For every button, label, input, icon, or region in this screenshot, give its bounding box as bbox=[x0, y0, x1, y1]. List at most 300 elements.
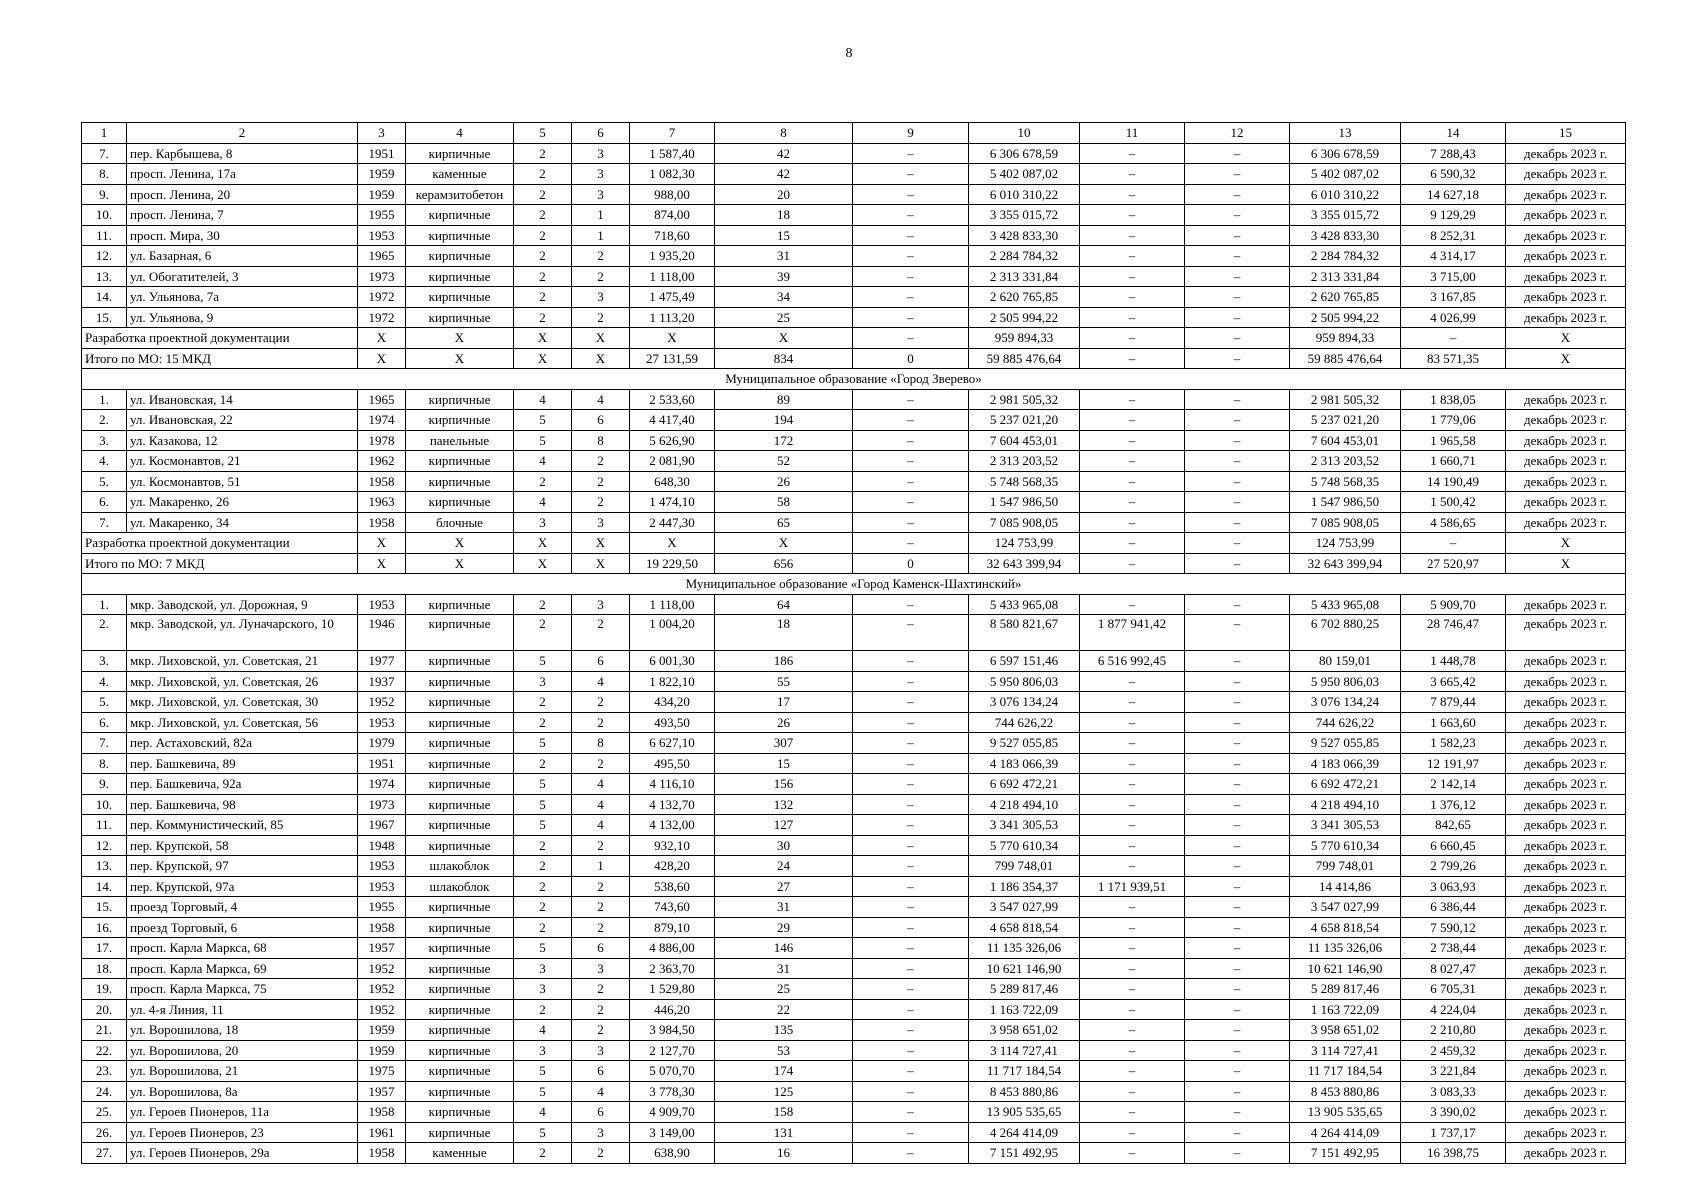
cell-col-2: пер. Башкевича, 89 bbox=[127, 753, 358, 774]
column-header-3: 3 bbox=[358, 123, 406, 144]
cell-col-12: – bbox=[1185, 815, 1290, 836]
cell-col-15: декабрь 2023 г. bbox=[1506, 1102, 1626, 1123]
cell-col-14: 1 838,05 bbox=[1401, 389, 1506, 410]
cell-col-7: 4 116,10 bbox=[630, 774, 715, 795]
cell-col-6: 2 bbox=[572, 753, 630, 774]
summary-cell-col-5: X bbox=[514, 533, 572, 554]
cell-col-2: просп. Карла Маркса, 75 bbox=[127, 979, 358, 1000]
cell-col-13: 3 958 651,02 bbox=[1290, 1020, 1401, 1041]
cell-col-1: 18. bbox=[82, 958, 127, 979]
table-row bbox=[82, 410, 1626, 431]
cell-col-6: 2 bbox=[572, 835, 630, 856]
summary-row bbox=[82, 553, 1626, 574]
cell-col-1: 19. bbox=[82, 979, 127, 1000]
summary-cell-col-8: 834 bbox=[715, 348, 853, 369]
column-header-12: 12 bbox=[1185, 123, 1290, 144]
cell-col-7: 1 474,10 bbox=[630, 492, 715, 513]
table-row bbox=[82, 492, 1626, 513]
cell-col-2: пер. Крупской, 97а bbox=[127, 876, 358, 897]
cell-col-9: – bbox=[853, 164, 969, 185]
cell-col-7: 4 132,70 bbox=[630, 794, 715, 815]
cell-col-14: 14 190,49 bbox=[1401, 471, 1506, 492]
cell-col-6: 1 bbox=[572, 205, 630, 226]
cell-col-4: кирпичные bbox=[406, 471, 514, 492]
cell-col-5: 2 bbox=[514, 876, 572, 897]
cell-col-2: ул. Космонавтов, 21 bbox=[127, 451, 358, 472]
summary-row bbox=[82, 328, 1626, 349]
table-row bbox=[82, 897, 1626, 918]
cell-col-7: 434,20 bbox=[630, 692, 715, 713]
cell-col-3: 1973 bbox=[358, 794, 406, 815]
cell-col-15: декабрь 2023 г. bbox=[1506, 999, 1626, 1020]
cell-col-14: 16 398,75 bbox=[1401, 1143, 1506, 1164]
cell-col-3: 1979 bbox=[358, 733, 406, 754]
summary-cell-col-7: 27 131,59 bbox=[630, 348, 715, 369]
cell-col-5: 5 bbox=[514, 774, 572, 795]
summary-row bbox=[82, 348, 1626, 369]
cell-col-6: 2 bbox=[572, 615, 630, 651]
cell-col-5: 2 bbox=[514, 246, 572, 267]
cell-col-10: 10 621 146,90 bbox=[969, 958, 1080, 979]
cell-col-9: – bbox=[853, 733, 969, 754]
cell-col-8: 31 bbox=[715, 246, 853, 267]
column-header-1: 1 bbox=[82, 123, 127, 144]
cell-col-2: мкр. Заводской, ул. Дорожная, 9 bbox=[127, 594, 358, 615]
cell-col-15: декабрь 2023 г. bbox=[1506, 733, 1626, 754]
cell-col-2: ул. Ивановская, 22 bbox=[127, 410, 358, 431]
cell-col-14: 3 083,33 bbox=[1401, 1081, 1506, 1102]
cell-col-12: – bbox=[1185, 794, 1290, 815]
table-row bbox=[82, 471, 1626, 492]
cell-col-10: 4 183 066,39 bbox=[969, 753, 1080, 774]
cell-col-7: 1 935,20 bbox=[630, 246, 715, 267]
cell-col-1: 4. bbox=[82, 451, 127, 472]
cell-col-7: 1 004,20 bbox=[630, 615, 715, 651]
cell-col-15: декабрь 2023 г. bbox=[1506, 712, 1626, 733]
cell-col-1: 14. bbox=[82, 287, 127, 308]
cell-col-14: 3 221,84 bbox=[1401, 1061, 1506, 1082]
cell-col-5: 4 bbox=[514, 451, 572, 472]
column-header-6: 6 bbox=[572, 123, 630, 144]
cell-col-10: 4 264 414,09 bbox=[969, 1122, 1080, 1143]
cell-col-8: 31 bbox=[715, 958, 853, 979]
cell-col-4: кирпичные bbox=[406, 651, 514, 672]
cell-col-15: декабрь 2023 г. bbox=[1506, 225, 1626, 246]
cell-col-15: декабрь 2023 г. bbox=[1506, 876, 1626, 897]
table-row bbox=[82, 692, 1626, 713]
cell-col-7: 4 886,00 bbox=[630, 938, 715, 959]
cell-col-2: ул. Казакова, 12 bbox=[127, 430, 358, 451]
cell-col-11: – bbox=[1080, 753, 1185, 774]
cell-col-15: декабрь 2023 г. bbox=[1506, 471, 1626, 492]
cell-col-12: – bbox=[1185, 225, 1290, 246]
cell-col-2: ул. Ульянова, 9 bbox=[127, 307, 358, 328]
cell-col-5: 5 bbox=[514, 938, 572, 959]
cell-col-12: – bbox=[1185, 184, 1290, 205]
cell-col-13: 5 402 087,02 bbox=[1290, 164, 1401, 185]
cell-col-1: 27. bbox=[82, 1143, 127, 1164]
cell-col-7: 5 070,70 bbox=[630, 1061, 715, 1082]
summary-cell-col-9: 0 bbox=[853, 348, 969, 369]
cell-col-6: 2 bbox=[572, 876, 630, 897]
cell-col-14: 2 142,14 bbox=[1401, 774, 1506, 795]
cell-col-10: 11 135 326,06 bbox=[969, 938, 1080, 959]
cell-col-5: 2 bbox=[514, 164, 572, 185]
cell-col-6: 3 bbox=[572, 1040, 630, 1061]
cell-col-1: 23. bbox=[82, 1061, 127, 1082]
cell-col-2: проезд Торговый, 4 bbox=[127, 897, 358, 918]
cell-col-2: ул. Макаренко, 34 bbox=[127, 512, 358, 533]
cell-col-11: – bbox=[1080, 856, 1185, 877]
cell-col-3: 1977 bbox=[358, 651, 406, 672]
cell-col-13: 3 341 305,53 bbox=[1290, 815, 1401, 836]
cell-col-3: 1957 bbox=[358, 1081, 406, 1102]
cell-col-5: 5 bbox=[514, 410, 572, 431]
cell-col-3: 1952 bbox=[358, 692, 406, 713]
cell-col-6: 2 bbox=[572, 712, 630, 733]
cell-col-4: кирпичные bbox=[406, 266, 514, 287]
cell-col-7: 1 118,00 bbox=[630, 266, 715, 287]
table-row bbox=[82, 938, 1626, 959]
cell-col-14: 1 737,17 bbox=[1401, 1122, 1506, 1143]
cell-col-14: 2 738,44 bbox=[1401, 938, 1506, 959]
cell-col-10: 6 597 151,46 bbox=[969, 651, 1080, 672]
cell-col-1: 11. bbox=[82, 815, 127, 836]
table-row bbox=[82, 205, 1626, 226]
cell-col-13: 1 163 722,09 bbox=[1290, 999, 1401, 1020]
cell-col-7: 1 475,49 bbox=[630, 287, 715, 308]
cell-col-6: 4 bbox=[572, 815, 630, 836]
cell-col-8: 25 bbox=[715, 979, 853, 1000]
cell-col-13: 799 748,01 bbox=[1290, 856, 1401, 877]
cell-col-1: 7. bbox=[82, 512, 127, 533]
cell-col-6: 1 bbox=[572, 225, 630, 246]
cell-col-10: 2 284 784,32 bbox=[969, 246, 1080, 267]
cell-col-5: 2 bbox=[514, 692, 572, 713]
table-row bbox=[82, 430, 1626, 451]
cell-col-9: – bbox=[853, 835, 969, 856]
cell-col-13: 2 620 765,85 bbox=[1290, 287, 1401, 308]
cell-col-6: 2 bbox=[572, 999, 630, 1020]
cell-col-2: пер. Крупской, 97 bbox=[127, 856, 358, 877]
cell-col-6: 2 bbox=[572, 692, 630, 713]
cell-col-13: 5 289 817,46 bbox=[1290, 979, 1401, 1000]
cell-col-10: 1 163 722,09 bbox=[969, 999, 1080, 1020]
cell-col-10: 5 433 965,08 bbox=[969, 594, 1080, 615]
cell-col-8: 16 bbox=[715, 1143, 853, 1164]
cell-col-1: 10. bbox=[82, 794, 127, 815]
cell-col-5: 3 bbox=[514, 958, 572, 979]
cell-col-12: – bbox=[1185, 205, 1290, 226]
section-header-row bbox=[82, 369, 1626, 390]
cell-col-11: – bbox=[1080, 774, 1185, 795]
summary-cell-col-12: – bbox=[1185, 533, 1290, 554]
cell-col-12: – bbox=[1185, 430, 1290, 451]
cell-col-4: кирпичные bbox=[406, 307, 514, 328]
cell-col-11: – bbox=[1080, 1102, 1185, 1123]
cell-col-1: 2. bbox=[82, 615, 127, 651]
cell-col-11: – bbox=[1080, 492, 1185, 513]
cell-col-10: 5 237 021,20 bbox=[969, 410, 1080, 431]
cell-col-3: 1953 bbox=[358, 856, 406, 877]
cell-col-4: кирпичные bbox=[406, 205, 514, 226]
cell-col-5: 5 bbox=[514, 815, 572, 836]
cell-col-1: 22. bbox=[82, 1040, 127, 1061]
table-row bbox=[82, 1102, 1626, 1123]
cell-col-11: 1 877 941,42 bbox=[1080, 615, 1185, 651]
cell-col-12: – bbox=[1185, 651, 1290, 672]
cell-col-8: 307 bbox=[715, 733, 853, 754]
cell-col-15: декабрь 2023 г. bbox=[1506, 143, 1626, 164]
summary-cell-col-15: X bbox=[1506, 348, 1626, 369]
cell-col-12: – bbox=[1185, 1122, 1290, 1143]
cell-col-5: 5 bbox=[514, 1081, 572, 1102]
cell-col-13: 2 313 203,52 bbox=[1290, 451, 1401, 472]
summary-cell-col-13: 32 643 399,94 bbox=[1290, 553, 1401, 574]
summary-cell-col-7: X bbox=[630, 328, 715, 349]
cell-col-14: 1 663,60 bbox=[1401, 712, 1506, 733]
cell-col-14: 4 224,04 bbox=[1401, 999, 1506, 1020]
cell-col-8: 17 bbox=[715, 692, 853, 713]
cell-col-13: 7 151 492,95 bbox=[1290, 1143, 1401, 1164]
cell-col-12: – bbox=[1185, 958, 1290, 979]
cell-col-13: 4 218 494,10 bbox=[1290, 794, 1401, 815]
cell-col-10: 3 547 027,99 bbox=[969, 897, 1080, 918]
cell-col-9: – bbox=[853, 692, 969, 713]
cell-col-7: 446,20 bbox=[630, 999, 715, 1020]
cell-col-3: 1974 bbox=[358, 410, 406, 431]
summary-cell-col-11: – bbox=[1080, 328, 1185, 349]
cell-col-7: 4 132,00 bbox=[630, 815, 715, 836]
column-header-10: 10 bbox=[969, 123, 1080, 144]
cell-col-5: 2 bbox=[514, 307, 572, 328]
housing-repair-table bbox=[81, 122, 1626, 1164]
cell-col-9: – bbox=[853, 451, 969, 472]
cell-col-4: кирпичные bbox=[406, 246, 514, 267]
cell-col-10: 3 341 305,53 bbox=[969, 815, 1080, 836]
cell-col-1: 5. bbox=[82, 692, 127, 713]
cell-col-1: 20. bbox=[82, 999, 127, 1020]
column-header-5: 5 bbox=[514, 123, 572, 144]
cell-col-8: 29 bbox=[715, 917, 853, 938]
cell-col-10: 8 580 821,67 bbox=[969, 615, 1080, 651]
cell-col-13: 5 237 021,20 bbox=[1290, 410, 1401, 431]
cell-col-3: 1975 bbox=[358, 1061, 406, 1082]
cell-col-3: 1959 bbox=[358, 1020, 406, 1041]
cell-col-11: – bbox=[1080, 205, 1185, 226]
cell-col-5: 5 bbox=[514, 1122, 572, 1143]
cell-col-12: – bbox=[1185, 938, 1290, 959]
cell-col-2: пер. Крупской, 58 bbox=[127, 835, 358, 856]
summary-label: Разработка проектной документации bbox=[82, 328, 358, 349]
summary-label: Итого по МО: 7 МКД bbox=[82, 553, 358, 574]
cell-col-15: декабрь 2023 г. bbox=[1506, 205, 1626, 226]
cell-col-14: 4 586,65 bbox=[1401, 512, 1506, 533]
cell-col-12: – bbox=[1185, 451, 1290, 472]
cell-col-4: кирпичные bbox=[406, 712, 514, 733]
cell-col-6: 6 bbox=[572, 1102, 630, 1123]
cell-col-2: просп. Мира, 30 bbox=[127, 225, 358, 246]
cell-col-9: – bbox=[853, 958, 969, 979]
cell-col-9: – bbox=[853, 651, 969, 672]
cell-col-12: – bbox=[1185, 917, 1290, 938]
cell-col-3: 1978 bbox=[358, 430, 406, 451]
cell-col-3: 1959 bbox=[358, 164, 406, 185]
cell-col-10: 744 626,22 bbox=[969, 712, 1080, 733]
summary-cell-col-13: 959 894,33 bbox=[1290, 328, 1401, 349]
cell-col-7: 874,00 bbox=[630, 205, 715, 226]
cell-col-12: – bbox=[1185, 1020, 1290, 1041]
cell-col-6: 3 bbox=[572, 184, 630, 205]
table-row bbox=[82, 794, 1626, 815]
cell-col-9: – bbox=[853, 287, 969, 308]
table-row bbox=[82, 774, 1626, 795]
cell-col-13: 4 183 066,39 bbox=[1290, 753, 1401, 774]
cell-col-4: кирпичные bbox=[406, 410, 514, 431]
cell-col-12: – bbox=[1185, 615, 1290, 651]
summary-cell-col-5: X bbox=[514, 348, 572, 369]
cell-col-6: 3 bbox=[572, 143, 630, 164]
table-row bbox=[82, 958, 1626, 979]
summary-cell-col-15: X bbox=[1506, 328, 1626, 349]
table-row bbox=[82, 815, 1626, 836]
cell-col-13: 6 010 310,22 bbox=[1290, 184, 1401, 205]
summary-cell-col-6: X bbox=[572, 533, 630, 554]
cell-col-12: – bbox=[1185, 389, 1290, 410]
table-row bbox=[82, 876, 1626, 897]
cell-col-11: – bbox=[1080, 671, 1185, 692]
cell-col-15: декабрь 2023 г. bbox=[1506, 794, 1626, 815]
cell-col-7: 2 533,60 bbox=[630, 389, 715, 410]
cell-col-11: – bbox=[1080, 979, 1185, 1000]
cell-col-15: декабрь 2023 г. bbox=[1506, 958, 1626, 979]
cell-col-9: – bbox=[853, 774, 969, 795]
cell-col-15: декабрь 2023 г. bbox=[1506, 753, 1626, 774]
cell-col-15: декабрь 2023 г. bbox=[1506, 1061, 1626, 1082]
cell-col-14: 14 627,18 bbox=[1401, 184, 1506, 205]
cell-col-14: 7 590,12 bbox=[1401, 917, 1506, 938]
cell-col-10: 11 717 184,54 bbox=[969, 1061, 1080, 1082]
cell-col-2: просп. Карла Маркса, 69 bbox=[127, 958, 358, 979]
cell-col-9: – bbox=[853, 999, 969, 1020]
cell-col-15: декабрь 2023 г. bbox=[1506, 1081, 1626, 1102]
cell-col-9: – bbox=[853, 410, 969, 431]
cell-col-11: – bbox=[1080, 794, 1185, 815]
cell-col-3: 1958 bbox=[358, 1102, 406, 1123]
cell-col-4: кирпичные bbox=[406, 1061, 514, 1082]
cell-col-5: 4 bbox=[514, 389, 572, 410]
cell-col-6: 6 bbox=[572, 938, 630, 959]
cell-col-10: 5 770 610,34 bbox=[969, 835, 1080, 856]
cell-col-5: 2 bbox=[514, 225, 572, 246]
summary-row bbox=[82, 533, 1626, 554]
cell-col-6: 1 bbox=[572, 856, 630, 877]
cell-col-12: – bbox=[1185, 835, 1290, 856]
cell-col-13: 11 717 184,54 bbox=[1290, 1061, 1401, 1082]
cell-col-1: 15. bbox=[82, 307, 127, 328]
cell-col-15: декабрь 2023 г. bbox=[1506, 692, 1626, 713]
cell-col-12: – bbox=[1185, 979, 1290, 1000]
cell-col-5: 3 bbox=[514, 671, 572, 692]
cell-col-10: 5 289 817,46 bbox=[969, 979, 1080, 1000]
cell-col-13: 80 159,01 bbox=[1290, 651, 1401, 672]
cell-col-9: – bbox=[853, 876, 969, 897]
cell-col-8: 186 bbox=[715, 651, 853, 672]
cell-col-5: 3 bbox=[514, 979, 572, 1000]
column-header-15: 15 bbox=[1506, 123, 1626, 144]
cell-col-10: 3 355 015,72 bbox=[969, 205, 1080, 226]
cell-col-10: 3 958 651,02 bbox=[969, 1020, 1080, 1041]
table-row bbox=[82, 917, 1626, 938]
cell-col-4: кирпичные bbox=[406, 794, 514, 815]
cell-col-12: – bbox=[1185, 692, 1290, 713]
cell-col-1: 11. bbox=[82, 225, 127, 246]
cell-col-5: 5 bbox=[514, 430, 572, 451]
cell-col-12: – bbox=[1185, 307, 1290, 328]
cell-col-12: – bbox=[1185, 1143, 1290, 1164]
column-header-7: 7 bbox=[630, 123, 715, 144]
cell-col-8: 125 bbox=[715, 1081, 853, 1102]
cell-col-12: – bbox=[1185, 1081, 1290, 1102]
cell-col-11: – bbox=[1080, 1061, 1185, 1082]
cell-col-14: 6 660,45 bbox=[1401, 835, 1506, 856]
cell-col-6: 2 bbox=[572, 897, 630, 918]
cell-col-14: 28 746,47 bbox=[1401, 615, 1506, 651]
cell-col-13: 3 076 134,24 bbox=[1290, 692, 1401, 713]
cell-col-6: 4 bbox=[572, 1081, 630, 1102]
cell-col-4: кирпичные bbox=[406, 451, 514, 472]
cell-col-15: декабрь 2023 г. bbox=[1506, 164, 1626, 185]
cell-col-5: 2 bbox=[514, 471, 572, 492]
cell-col-15: декабрь 2023 г. bbox=[1506, 917, 1626, 938]
cell-col-7: 495,50 bbox=[630, 753, 715, 774]
cell-col-8: 15 bbox=[715, 753, 853, 774]
summary-cell-col-14: 83 571,35 bbox=[1401, 348, 1506, 369]
cell-col-4: керамзитобетон bbox=[406, 184, 514, 205]
cell-col-7: 718,60 bbox=[630, 225, 715, 246]
cell-col-11: – bbox=[1080, 897, 1185, 918]
cell-col-9: – bbox=[853, 1081, 969, 1102]
table-row bbox=[82, 164, 1626, 185]
cell-col-2: просп. Ленина, 17а bbox=[127, 164, 358, 185]
cell-col-7: 1 822,10 bbox=[630, 671, 715, 692]
cell-col-3: 1953 bbox=[358, 594, 406, 615]
summary-label: Разработка проектной документации bbox=[82, 533, 358, 554]
table-row bbox=[82, 733, 1626, 754]
cell-col-3: 1965 bbox=[358, 246, 406, 267]
cell-col-8: 18 bbox=[715, 205, 853, 226]
cell-col-14: 3 715,00 bbox=[1401, 266, 1506, 287]
cell-col-9: – bbox=[853, 856, 969, 877]
summary-cell-col-7: 19 229,50 bbox=[630, 553, 715, 574]
cell-col-11: – bbox=[1080, 143, 1185, 164]
cell-col-2: ул. Базарная, 6 bbox=[127, 246, 358, 267]
cell-col-8: 132 bbox=[715, 794, 853, 815]
cell-col-14: 8 027,47 bbox=[1401, 958, 1506, 979]
cell-col-14: 6 590,32 bbox=[1401, 164, 1506, 185]
column-header-2: 2 bbox=[127, 123, 358, 144]
cell-col-15: декабрь 2023 г. bbox=[1506, 651, 1626, 672]
cell-col-5: 2 bbox=[514, 615, 572, 651]
cell-col-8: 34 bbox=[715, 287, 853, 308]
cell-col-6: 3 bbox=[572, 958, 630, 979]
cell-col-4: шлакоблок bbox=[406, 856, 514, 877]
cell-col-14: 12 191,97 bbox=[1401, 753, 1506, 774]
cell-col-3: 1952 bbox=[358, 979, 406, 1000]
cell-col-8: 20 bbox=[715, 184, 853, 205]
cell-col-8: 156 bbox=[715, 774, 853, 795]
cell-col-10: 9 527 055,85 bbox=[969, 733, 1080, 754]
